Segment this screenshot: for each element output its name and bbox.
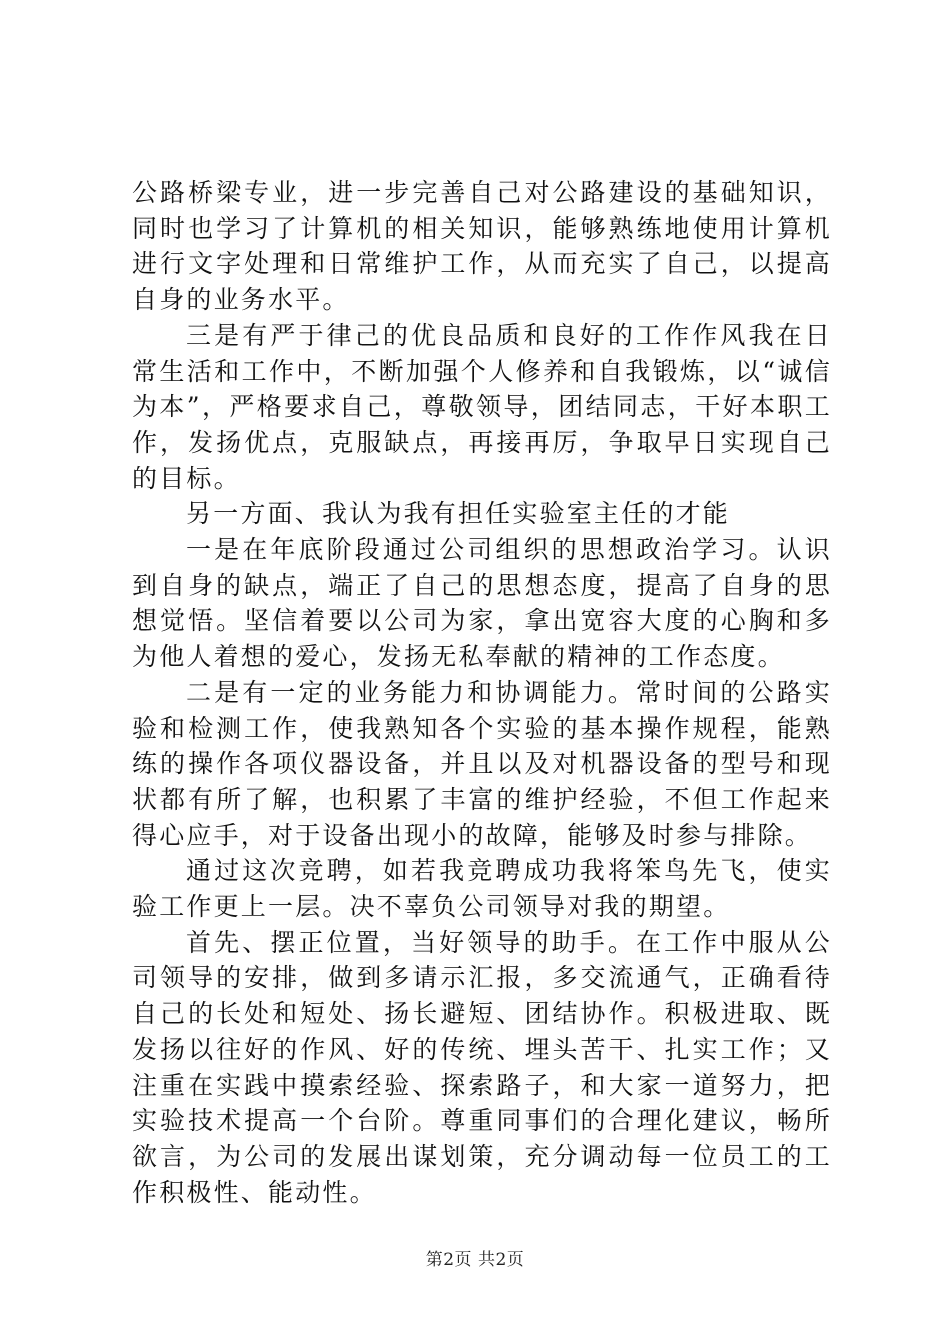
paragraph-3: 另一方面、我认为我有担任实验室主任的才能 (186, 499, 731, 529)
paragraph-4: 一是在年底阶段通过公司组织的思想政治学习。认识到自身的缺点，端正了自己的思想态度，提高了自身的思想觉悟。坚信着要以公司为家，拿出宽容大度的心胸和多为他人着想的爱心，发扬无私奉献的精神的工作态度。 (132, 535, 832, 672)
page-number-footer: 第2页 共2页 (425, 1250, 525, 1270)
paragraph-5: 二是有一定的业务能力和协调能力。常时间的公路实验和检测工作，使我熟知各个实验的基本操作规程，能熟练的操作各项仪器设备，并且以及对机器设备的型号和现状都有所了解，也积累了丰富的维护经验，不但工作起来得心应手，对于设备出现小的故障，能够及时参与排除。 (132, 677, 832, 850)
paragraph-1: 公路桥梁专业，进一步完善自己对公路建设的基础知识，同时也学习了计算机的相关知识，能够熟练地使用计算机进行文字处理和日常维护工作，从而充实了自己，以提高自身的业务水平。 (132, 178, 832, 315)
paragraph-6: 通过这次竞聘，如若我竞聘成功我将笨鸟先飞，使实验工作更上一层。决不辜负公司领导对我的期望。 (132, 856, 832, 922)
document-body (132, 175, 832, 1210)
paragraph-2: 三是有严于律己的优良品质和良好的工作作风我在日常生活和工作中，不断加强个人修养和自我锻炼，以“诚信为本”，严格要求自己，尊敬领导，团结同志，干好本职工作，发扬优点，克服缺点，再接再厉，争取早日实现自己的目标。 (132, 320, 832, 493)
paragraph-7: 首先、摆正位置，当好领导的助手。在工作中服从公司领导的安排，做到多请示汇报，多交流通气，正确看待自己的长处和短处、扬长避短、团结协作。积极进取、既发扬以往好的作风、好的传统、埋头苦干、扎实工作；又注重在实践中摸索经验、探索路子，和大家一道努力，把实验技术提高一个台阶。尊重同事们的合理化建议，畅所欲言，为公司的发展出谋划策，充分调动每一位员工的工作积极性、能动性。 (132, 927, 832, 1207)
